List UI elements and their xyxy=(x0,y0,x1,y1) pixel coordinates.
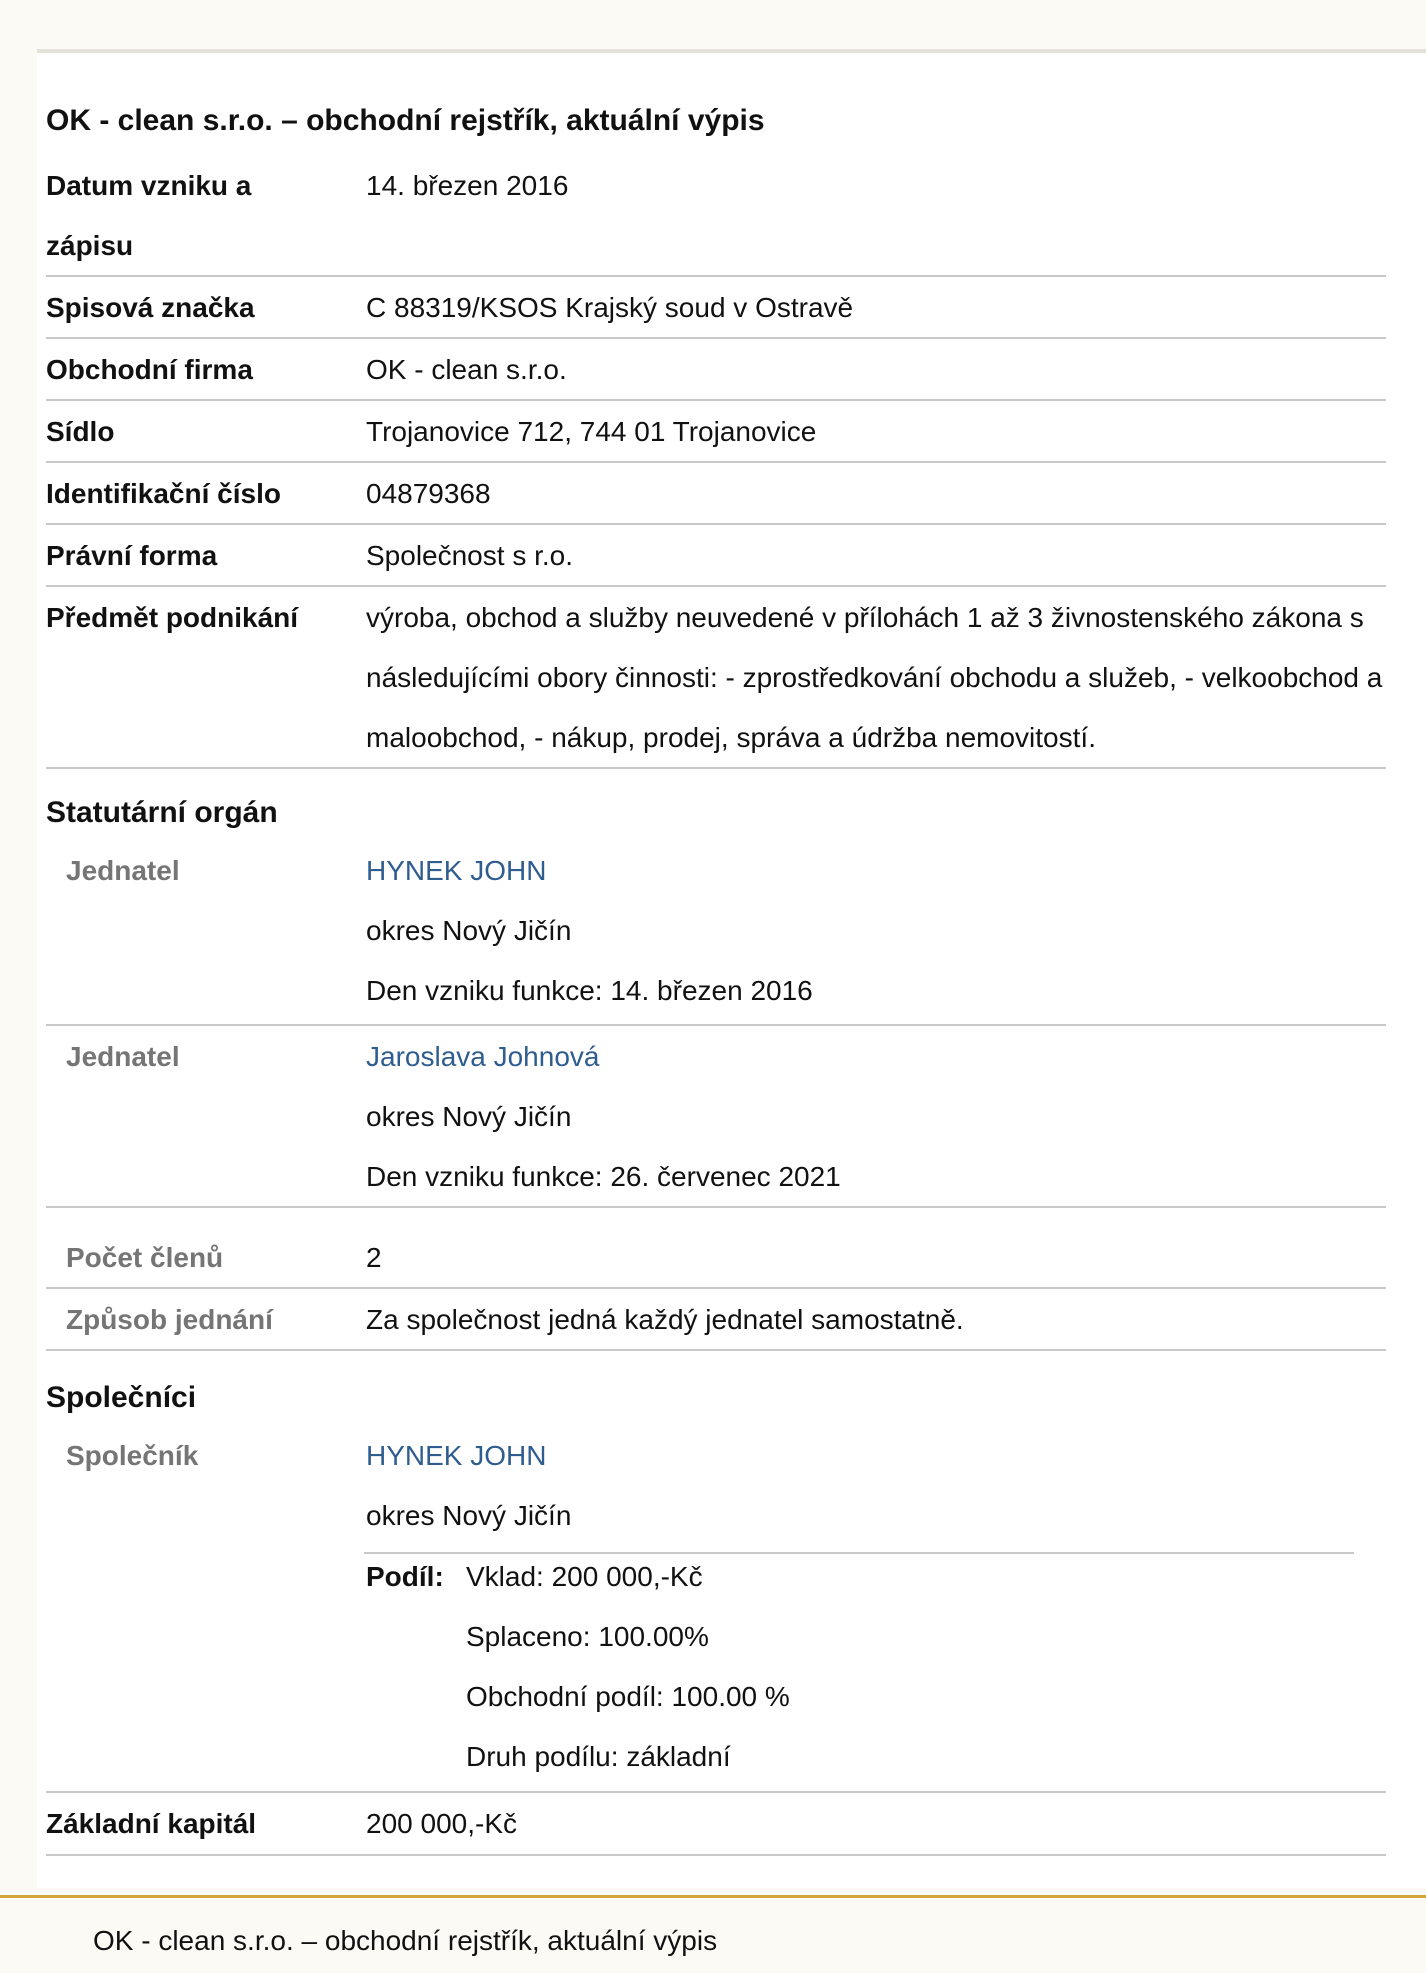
label-predmet-podnikani: Předmět podnikání xyxy=(46,602,299,633)
divider xyxy=(46,1287,1386,1289)
link-spolecnik-name[interactable]: HYNEK JOHN xyxy=(366,1440,547,1471)
divider xyxy=(46,585,1386,587)
value-druh-podilu: Druh podílu: základní xyxy=(466,1741,731,1772)
divider xyxy=(46,399,1386,401)
value-predmet-podnikani: výroba, obchod a služby neuvedené v přílohách 1 až 3 živnostenského zákona s následujícími obory činnosti: - zprostředkování obchodu a služeb, - velkoobchod a maloobchod, - nákup, prodej, správa a údržba nemovitostí. xyxy=(366,602,1383,753)
section-heading-statutarni-organ: Statutární orgán xyxy=(46,796,278,829)
section-heading-spolecnici: Společníci xyxy=(46,1381,197,1414)
label-podil: Podíl: xyxy=(366,1561,444,1592)
label-datum-vzniku: Datum vzniku a zápisu xyxy=(46,170,252,261)
label-jednatel: Jednatel xyxy=(66,855,180,886)
value-spisova-znacka: C 88319/KSOS Krajský soud v Ostravě xyxy=(366,292,854,323)
value-datum-vzniku: 14. březen 2016 xyxy=(366,170,569,201)
label-sidlo: Sídlo xyxy=(46,416,115,447)
label-zpusob-jednani: Způsob jednání xyxy=(66,1304,273,1335)
divider xyxy=(46,1206,1386,1208)
register-extract-card xyxy=(37,49,1426,1888)
value-zpusob-jednani: Za společnost jedná každý jednatel samostatně. xyxy=(366,1304,964,1335)
value-identifikacni-cislo: 04879368 xyxy=(366,478,491,509)
value-jednatel-since: Den vzniku funkce: 14. březen 2016 xyxy=(366,975,813,1006)
value-obchodni-podil: Obchodní podíl: 100.00 % xyxy=(466,1681,790,1712)
divider xyxy=(46,1854,1386,1856)
value-jednatel-district: okres Nový Jičín xyxy=(366,915,572,946)
footer-title: OK - clean s.r.o. – obchodní rejstřík, aktuální výpis xyxy=(93,1925,718,1956)
divider xyxy=(46,1791,1386,1793)
link-jednatel-name[interactable]: Jaroslava Johnová xyxy=(366,1041,600,1072)
link-jednatel-name[interactable]: HYNEK JOHN xyxy=(366,855,547,886)
label-identifikacni-cislo: Identifikační číslo xyxy=(46,478,281,509)
footer xyxy=(0,1895,1426,1973)
divider xyxy=(46,1024,1386,1026)
value-obchodni-firma: OK - clean s.r.o. xyxy=(366,354,567,385)
divider xyxy=(46,337,1386,339)
value-sidlo: Trojanovice 712, 744 01 Trojanovice xyxy=(366,416,817,447)
label-obchodni-firma: Obchodní firma xyxy=(46,354,253,385)
value-zakladni-kapital: 200 000,-Kč xyxy=(366,1808,517,1839)
divider xyxy=(46,523,1386,525)
value-spolecnik-district: okres Nový Jičín xyxy=(366,1500,572,1531)
label-pocet-clenu: Počet členů xyxy=(66,1242,224,1273)
value-vklad: Vklad: 200 000,-Kč xyxy=(466,1561,703,1592)
label-spolecnik: Společník xyxy=(66,1440,199,1471)
label-pravni-forma: Právní forma xyxy=(46,540,218,571)
label-spisova-znacka: Spisová značka xyxy=(46,292,255,323)
value-jednatel-district: okres Nový Jičín xyxy=(366,1101,572,1132)
divider xyxy=(46,461,1386,463)
value-splaceno: Splaceno: 100.00% xyxy=(466,1621,709,1652)
divider xyxy=(46,767,1386,769)
divider xyxy=(46,275,1386,277)
value-pocet-clenu: 2 xyxy=(366,1242,382,1273)
value-jednatel-since: Den vzniku funkce: 26. červenec 2021 xyxy=(366,1161,841,1192)
divider xyxy=(46,1349,1386,1351)
page-title: OK - clean s.r.o. – obchodní rejstřík, aktuální výpis xyxy=(46,104,765,137)
label-zakladni-kapital: Základní kapitál xyxy=(46,1808,257,1839)
value-pravni-forma: Společnost s r.o. xyxy=(366,540,574,571)
label-jednatel: Jednatel xyxy=(66,1041,180,1072)
